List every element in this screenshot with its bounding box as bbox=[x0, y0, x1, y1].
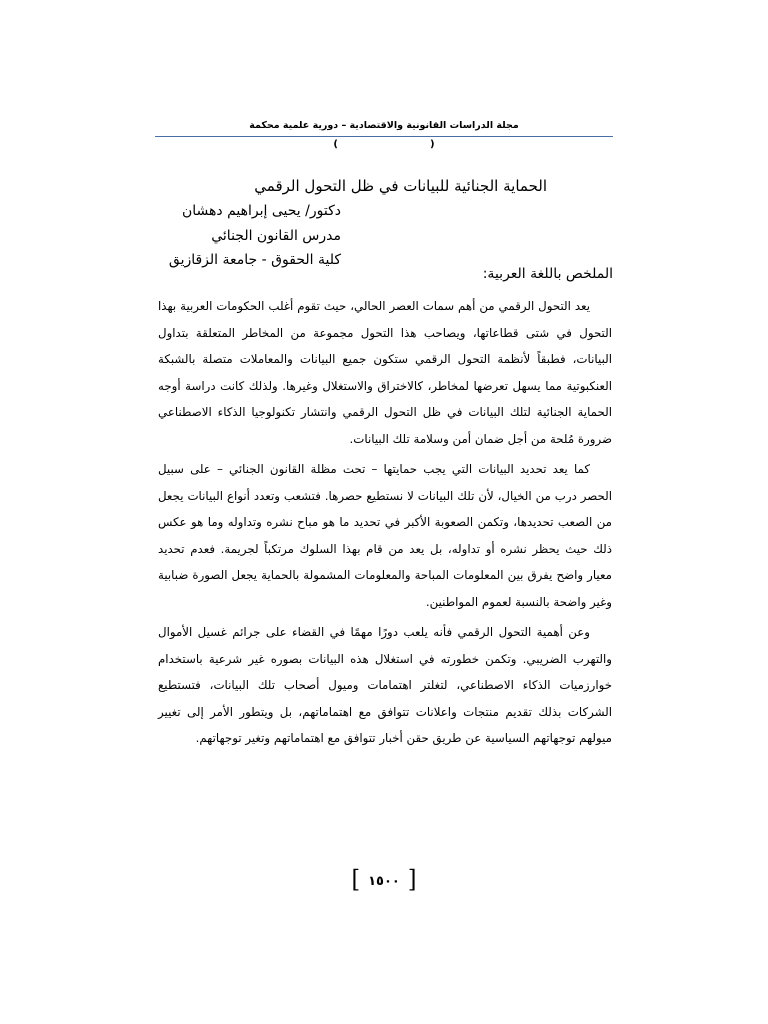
abstract-paragraph: وعن أهمية التحول الرقمي فأنه يلعب دورًا مهمًا في القضاء على جرائم غسيل الأموال والتهرب الضريبي. وتكمن خطورته في استغلال هذه البيانات بصوره غير شرعية باستخدام خوارزميات الذكاء الاصطناعي، لتغلتر اهتمامات وميول أصحاب تلك البيانات، فتستطيع الشركات بذلك تقديم منتجات واعلانات تتوافق مع اهتماماتهم، بل ويتطور الأمر إلى تغيير ميولهم توجهاتهم السياسية عن طريق حقن أخبار تتوافق مع اهتماماتهم وتغير توجهاتهم. bbox=[158, 625, 612, 745]
journal-title: مجلة الدراسات القانونية والاقتصادية – دورية علمية محكمة bbox=[249, 120, 519, 131]
page-number bbox=[350, 868, 418, 894]
issue-open-paren: ( bbox=[333, 139, 338, 150]
issue-number bbox=[155, 139, 613, 150]
article-title: الحماية الجنائية للبيانات في ظل التحول الرقمي bbox=[254, 177, 547, 195]
author-affiliation: كلية الحقوق - جامعة الزقازيق bbox=[168, 252, 341, 268]
abstract-paragraph: يعد التحول الرقمي من أهم سمات العصر الحالي، حيث تقوم أغلب الحكومات العربية بهذا التحول في شتى قطاعاتها، ويصاحب هذا التحول مجموعة من المخاطر المتعلقة بتداول البيانات، فطبقاً لأنظمة التحول الرقمي ستكون جميع البيانات والمعاملات متصلة بالشبكة العنكبوتية مما يسهل تعرضها لمخاطر، كالاختراق والاستغلال وغيرها. ولذلك كانت دراسة أوجه الحماية الجنائية لتلك البيانات في ظل التحول الرقمي وانتشار تكنولوجيا الذكاء الاصطناعي ضرورة مُلحة من أجل ضمان أمن وسلامة تلك البيانات. bbox=[158, 299, 612, 446]
page-bracket-right: ] bbox=[407, 866, 417, 895]
abstract-paragraph: كما يعد تحديد البيانات التي يجب حمايتها – تحت مظلة القانون الجنائي – على سبيل الحصر درب من الخيال، لأن تلك البيانات لا نستطيع حصرها. فتشعب وتعدد أنواع البيانات يجعل من الصعب تحديدها، وتكمن الصعوبة الأكبر في تحديد ما هو مباح نشره وتداوله وما هو عكس ذلك حيث يحظر نشره أو تداوله، بل يعد من قام بهذا السلوك مرتكباً لجريمة. فعدم تحديد معيار واضح يفرق بين المعلومات المباحة والمعلومات المشمولة بالحماية يجعل الصورة ضبابية وغير واضحة بالنسبة لعموم المواطنين. bbox=[158, 462, 612, 609]
header-divider bbox=[155, 136, 613, 137]
author-position: مدرس القانون الجنائي bbox=[211, 228, 341, 244]
abstract-heading: الملخص باللغة العربية: bbox=[482, 266, 613, 282]
page-number-value: ١٥٠٠ bbox=[368, 873, 400, 889]
page-bracket-left: [ bbox=[351, 866, 361, 895]
author-name: دكتور/ يحيى إبراهيم دهشان bbox=[182, 203, 341, 219]
issue-close-paren: ) bbox=[430, 139, 435, 150]
abstract-body bbox=[158, 293, 612, 752]
